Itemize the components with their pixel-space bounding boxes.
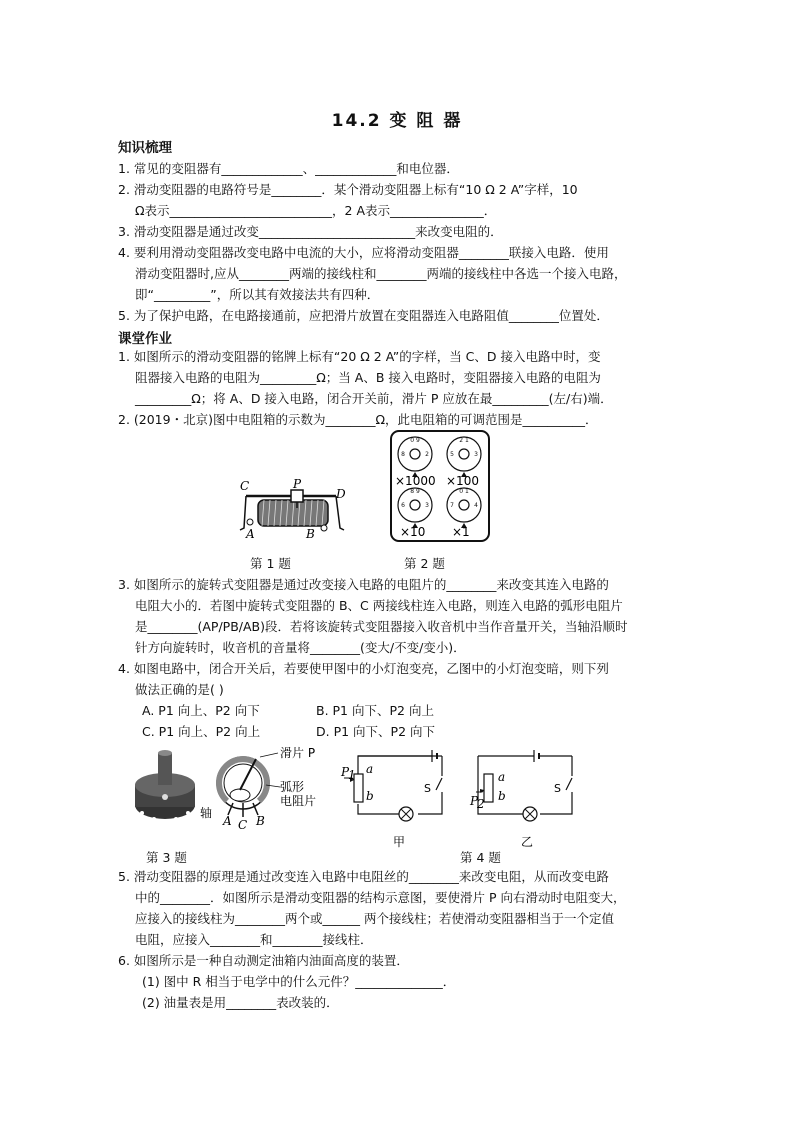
label-a: a — [366, 762, 374, 776]
svg-text:8 9: 8 9 — [410, 488, 420, 495]
text-line: 4. 如图电路中，闭合开关后，若要使甲图中的小灯泡变亮，乙图中的小灯泡变暗，则下列 — [118, 661, 609, 676]
text-line: 应接入的接线柱为________两个或______ 两个接线柱；若使滑动变阻器相当于一个定值 — [135, 911, 614, 926]
label-b: b — [366, 789, 374, 803]
text-line: 针方向旋转时，收音机的音量将________(变大/不变/变小)． — [135, 640, 466, 655]
svg-text:0 9: 0 9 — [410, 437, 420, 444]
label-s: S — [424, 782, 431, 795]
text-line: (2) 油量表是用________表改装的． — [142, 995, 339, 1010]
svg-text:3: 3 — [474, 451, 478, 458]
option-b: B. P1 向下、P2 向上 — [316, 703, 434, 718]
text-line: 电阻，应接入________和________接线柱． — [135, 932, 373, 947]
svg-text:2: 2 — [425, 451, 429, 458]
label-jia: 甲 — [393, 835, 406, 849]
text-line: 1. 如图所示的滑动变阻器的铭牌上标有“20 Ω 2 A”的字样，当 C、D 接入电路中时，变 — [118, 349, 601, 364]
text-line: 做法正确的是( ) — [135, 682, 224, 697]
figure-3-rotary-rheostat — [130, 745, 340, 835]
option-d: D. P1 向下、P2 向下 — [316, 724, 436, 739]
multiplier-1000: ×1000 — [395, 474, 436, 488]
page-title: 14.2 变 阻 器 — [331, 111, 463, 131]
label-p2-sub: 2 — [477, 797, 485, 811]
label-B: B — [306, 527, 315, 541]
text-line: 中的________．如图所示是滑动变阻器的结构示意图，要使滑片 P 向右滑动时电阻变大， — [135, 890, 626, 905]
label-axis: 轴 — [200, 806, 213, 820]
multiplier-10: ×10 — [400, 525, 426, 539]
multiplier-1: ×1 — [452, 525, 470, 539]
label-resistor-sheet: 电阻片 — [280, 794, 317, 808]
label-arc: 弧形 — [280, 780, 305, 794]
text-line: 1. 常见的变阻器有_____________、_____________和电位器． — [118, 161, 459, 176]
section-heading-classwork: 课堂作业 — [118, 331, 172, 347]
text-line: 即“_________”，所以其有效接法共有四种． — [135, 287, 380, 302]
svg-text:6: 6 — [401, 502, 405, 509]
label-slider-p: 滑片 P — [280, 746, 316, 760]
label-B: B — [256, 814, 265, 828]
text-line: 2. (2019・北京)图中电阻箱的示数为________Ω，此电阻箱的可调范围是__________． — [118, 412, 598, 427]
text-line: 滑动变阻器时,应从________两端的接线柱和________两端的接线柱中各选一个接入电路， — [135, 266, 627, 281]
figure-1-slide-rheostat — [236, 478, 356, 540]
label-A: A — [223, 814, 232, 828]
caption-fig1: 第 1 题 — [250, 556, 291, 571]
svg-text:4: 4 — [474, 502, 478, 509]
text-line: 电阻大小的．若图中旋转式变阻器的 B、C 两接线柱连入电路，则连入电路的弧形电阻片 — [135, 598, 623, 613]
svg-text:5: 5 — [450, 451, 454, 458]
label-yi: 乙 — [521, 835, 534, 849]
text-line: 5. 为了保护电路，在电路接通前，应把滑片放置在变阻器连入电路阻值________位置处． — [118, 308, 609, 323]
label-C: C — [240, 479, 250, 493]
text-line: _________Ω；将 A、D 接入电路，闭合开关前，滑片 P 应放在最_________(左/右)端． — [135, 391, 613, 406]
label-p2: P — [470, 794, 479, 808]
option-a: A. P1 向上、P2 向下 — [142, 703, 260, 718]
text-line: Ω表示__________________________，2 A表示_______________． — [135, 203, 497, 218]
text-line: 5. 滑动变阻器的原理是通过改变连入电路中电阻丝的________来改变电阻，从而改变电路 — [118, 869, 609, 884]
text-line: 3. 如图所示的旋转式变阻器是通过改变接入电路的电阻片的________来改变其连入电路的 — [118, 577, 609, 592]
caption-fig3: 第 3 题 — [146, 850, 187, 865]
figure-4-circuits — [340, 748, 580, 853]
text-line: (1) 图中 R 相当于电学中的什么元件？______________． — [142, 974, 456, 989]
option-c: C. P1 向上、P2 向上 — [142, 724, 261, 739]
section-heading-knowledge: 知识梳理 — [118, 140, 172, 156]
text-line: 4. 要利用滑动变阻器改变电路中电流的大小，应将滑动变阻器________联接入电路．使用 — [118, 245, 609, 260]
label-C: C — [238, 818, 248, 832]
text-line: 阻器接入电路的电阻为_________Ω；当 A、B 接入电路时，变阻器接入电路的电阻为 — [135, 370, 601, 385]
svg-text:0 1: 0 1 — [459, 488, 469, 495]
label-p1: P — [341, 765, 350, 779]
svg-text:7: 7 — [450, 502, 454, 509]
label-s: S — [554, 782, 561, 795]
label-a: a — [498, 770, 506, 784]
text-line: 2. 滑动变阻器的电路符号是________．某个滑动变阻器上标有“10 Ω 2 A”字样，10 — [118, 182, 578, 197]
text-line: 6. 如图所示是一种自动测定油箱内油面高度的装置． — [118, 953, 409, 968]
multiplier-100: ×100 — [446, 474, 479, 488]
label-b: b — [498, 789, 506, 803]
caption-fig4: 第 4 题 — [460, 850, 501, 865]
figure-2-resistance-box — [390, 430, 490, 542]
label-P: P — [293, 477, 302, 491]
label-p1-sub: 1 — [348, 768, 356, 782]
svg-text:3: 3 — [425, 502, 429, 509]
label-D: D — [336, 487, 346, 501]
caption-fig2: 第 2 题 — [404, 556, 445, 571]
text-line: 是________(AP/PB/AB)段．若将该旋转式变阻器接入收音机中当作音量开关，当轴沿顺时 — [135, 619, 628, 634]
text-line: 3. 滑动变阻器是通过改变_________________________来改变电阻的． — [118, 224, 503, 239]
svg-text:8: 8 — [401, 451, 405, 458]
label-A: A — [246, 527, 255, 541]
svg-text:2 1: 2 1 — [459, 437, 469, 444]
